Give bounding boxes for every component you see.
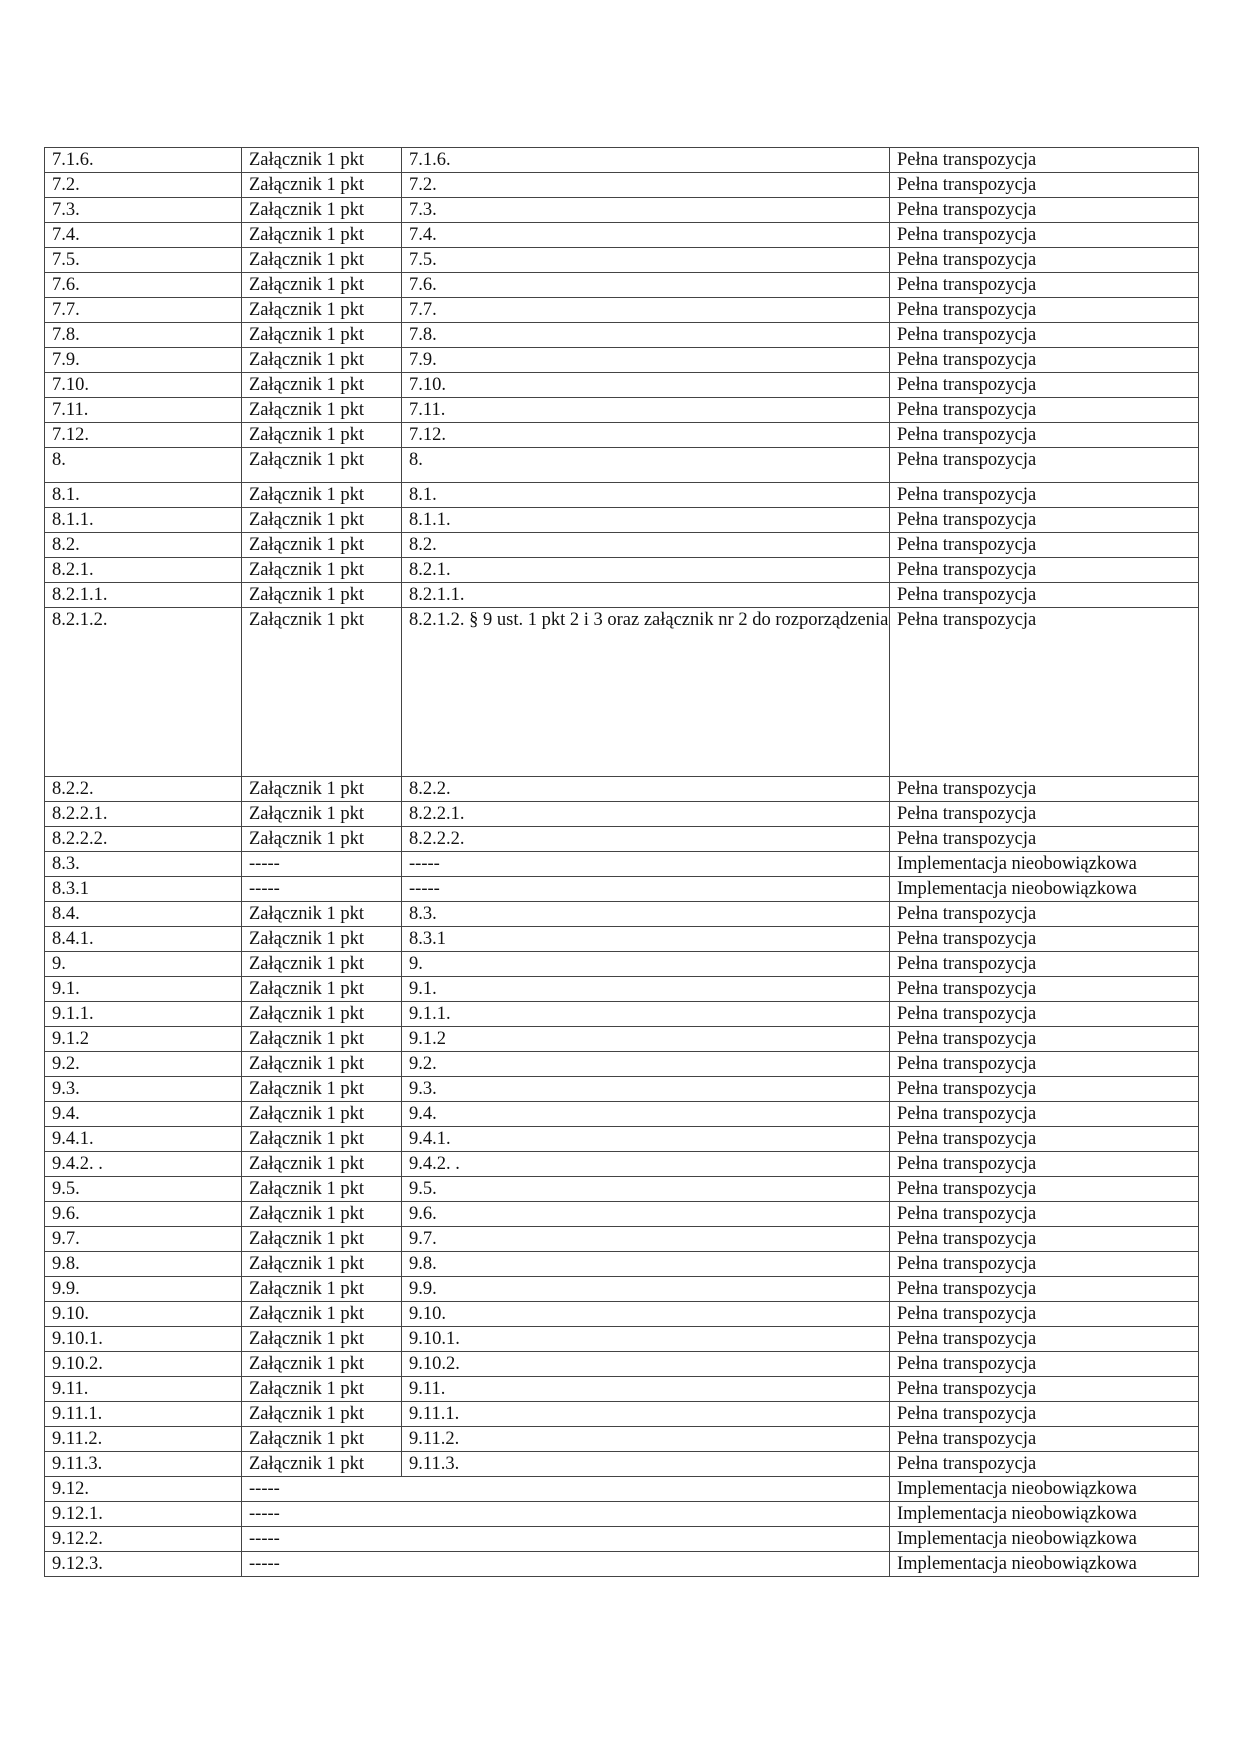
table-row xyxy=(45,323,1199,348)
national-ref-cell: 7.8. xyxy=(402,323,890,348)
annex-cell: Załącznik 1 pkt xyxy=(242,1102,402,1127)
table-row xyxy=(45,223,1199,248)
national-ref-cell: 9.10.1. xyxy=(402,1327,890,1352)
national-ref-cell: 8.2.2.2. xyxy=(402,827,890,852)
status-cell: Pełna transpozycja xyxy=(890,508,1199,533)
table-row xyxy=(45,1252,1199,1277)
table-row xyxy=(45,398,1199,423)
table-row xyxy=(45,952,1199,977)
national-ref-cell: 9.1.2 xyxy=(402,1027,890,1052)
national-ref-cell: 8.2. xyxy=(402,533,890,558)
status-cell: Pełna transpozycja xyxy=(890,198,1199,223)
status-cell: Pełna transpozycja xyxy=(890,373,1199,398)
status-cell: Implementacja nieobowiązkowa xyxy=(890,1502,1199,1527)
table-row xyxy=(45,583,1199,608)
table-row xyxy=(45,852,1199,877)
table-row xyxy=(45,248,1199,273)
table-row xyxy=(45,1302,1199,1327)
national-ref-cell: 9.1. xyxy=(402,977,890,1002)
status-cell: Pełna transpozycja xyxy=(890,777,1199,802)
status-cell: Pełna transpozycja xyxy=(890,1127,1199,1152)
national-ref-cell: 9.6. xyxy=(402,1202,890,1227)
annex-cell: Załącznik 1 pkt xyxy=(242,977,402,1002)
directive-ref-cell: 8.2.1. xyxy=(45,558,242,583)
directive-ref-cell: 9.1.2 xyxy=(45,1027,242,1052)
directive-ref-cell: 9.11. xyxy=(45,1377,242,1402)
directive-ref-cell: 9.11.1. xyxy=(45,1402,242,1427)
directive-ref-cell: 7.11. xyxy=(45,398,242,423)
national-ref-cell: ----- xyxy=(402,877,890,902)
directive-ref-cell: 7.6. xyxy=(45,273,242,298)
national-ref-cell: 7.3. xyxy=(402,198,890,223)
table-row-long xyxy=(45,608,1199,777)
merged-ref-cell: ----- xyxy=(242,1527,890,1552)
directive-ref-cell: 7.2. xyxy=(45,173,242,198)
directive-ref-cell: 9. xyxy=(45,952,242,977)
national-ref-cell: 9.3. xyxy=(402,1077,890,1102)
national-ref-cell: 9.11.1. xyxy=(402,1402,890,1427)
table-row xyxy=(45,1202,1199,1227)
directive-ref-cell: 8.2.1.2. xyxy=(45,608,242,777)
annex-cell: Załącznik 1 pkt xyxy=(242,1252,402,1277)
status-cell: Pełna transpozycja xyxy=(890,448,1199,483)
annex-cell: Załącznik 1 pkt xyxy=(242,348,402,373)
national-ref-cell: 8.2.1.1. xyxy=(402,583,890,608)
national-ref-cell: 9.7. xyxy=(402,1227,890,1252)
table-row xyxy=(45,448,1199,483)
national-ref-cell-long xyxy=(402,608,890,777)
annex-cell: Załącznik 1 pkt xyxy=(242,508,402,533)
annex-cell: ----- xyxy=(242,852,402,877)
annex-cell: Załącznik 1 pkt xyxy=(242,148,402,173)
table-row xyxy=(45,1427,1199,1452)
directive-ref-cell: 9.11.2. xyxy=(45,1427,242,1452)
national-ref-cell: 9.5. xyxy=(402,1177,890,1202)
status-cell: Pełna transpozycja xyxy=(890,173,1199,198)
national-ref-cell: 9.11.2. xyxy=(402,1427,890,1452)
status-cell: Pełna transpozycja xyxy=(890,273,1199,298)
table-row xyxy=(45,1327,1199,1352)
table-row xyxy=(45,1127,1199,1152)
directive-ref-cell: 9.7. xyxy=(45,1227,242,1252)
national-ref-cell: 9.9. xyxy=(402,1277,890,1302)
directive-ref-cell: 8.1. xyxy=(45,483,242,508)
directive-ref-cell: 8.3.1 xyxy=(45,877,242,902)
status-cell: Pełna transpozycja xyxy=(890,1202,1199,1227)
table-row xyxy=(45,1352,1199,1377)
national-ref-cell: 8.3.1 xyxy=(402,927,890,952)
annex-cell: Załącznik 1 pkt xyxy=(242,1077,402,1102)
national-ref-cell: 8.3. xyxy=(402,902,890,927)
table-row xyxy=(45,902,1199,927)
merged-ref-cell: ----- xyxy=(242,1502,890,1527)
annex-cell: Załącznik 1 pkt xyxy=(242,198,402,223)
table-row xyxy=(45,1052,1199,1077)
annex-cell: Załącznik 1 pkt xyxy=(242,902,402,927)
directive-ref-cell: 9.3. xyxy=(45,1077,242,1102)
annex-cell: Załącznik 1 pkt xyxy=(242,1177,402,1202)
table-row xyxy=(45,508,1199,533)
national-ref-cell: 9.11.3. xyxy=(402,1452,890,1477)
national-ref-cell: 8. xyxy=(402,448,890,483)
national-ref-cell: 9.4.1. xyxy=(402,1127,890,1152)
status-cell: Pełna transpozycja xyxy=(890,1352,1199,1377)
directive-ref-cell: 8.4. xyxy=(45,902,242,927)
status-cell: Pełna transpozycja xyxy=(890,802,1199,827)
table-row xyxy=(45,977,1199,1002)
status-cell: Pełna transpozycja xyxy=(890,1302,1199,1327)
annex-cell: Załącznik 1 pkt xyxy=(242,323,402,348)
status-cell: Pełna transpozycja xyxy=(890,1402,1199,1427)
national-ref-cell: 9.10.2. xyxy=(402,1352,890,1377)
status-cell: Pełna transpozycja xyxy=(890,1327,1199,1352)
merged-ref-cell: ----- xyxy=(242,1552,890,1577)
annex-cell: Załącznik 1 pkt xyxy=(242,173,402,198)
table-row xyxy=(45,1452,1199,1477)
table-row xyxy=(45,148,1199,173)
national-ref-cell: 7.1.6. xyxy=(402,148,890,173)
table-row xyxy=(45,1277,1199,1302)
annex-cell: Załącznik 1 pkt xyxy=(242,223,402,248)
annex-cell: Załącznik 1 pkt xyxy=(242,483,402,508)
table-row xyxy=(45,1002,1199,1027)
status-cell: Pełna transpozycja xyxy=(890,927,1199,952)
status-cell: Pełna transpozycja xyxy=(890,977,1199,1002)
status-cell: Pełna transpozycja xyxy=(890,1427,1199,1452)
annex-cell: Załącznik 1 pkt xyxy=(242,1427,402,1452)
table-row xyxy=(45,348,1199,373)
table-row xyxy=(45,927,1199,952)
table-row xyxy=(45,173,1199,198)
table-row xyxy=(45,483,1199,508)
directive-ref-cell: 8.4.1. xyxy=(45,927,242,952)
national-ref-cell: 9.2. xyxy=(402,1052,890,1077)
national-ref-cell: 9. xyxy=(402,952,890,977)
annex-cell: Załącznik 1 pkt xyxy=(242,248,402,273)
annex-cell: Załącznik 1 pkt xyxy=(242,298,402,323)
national-ref-cell: 9.1.1. xyxy=(402,1002,890,1027)
annex-cell: Załącznik 1 pkt xyxy=(242,398,402,423)
national-ref-cell: 9.4. xyxy=(402,1102,890,1127)
table-row xyxy=(45,298,1199,323)
status-cell: Pełna transpozycja xyxy=(890,423,1199,448)
table-row xyxy=(45,1227,1199,1252)
national-ref-cell: 7.7. xyxy=(402,298,890,323)
directive-ref-cell: 9.8. xyxy=(45,1252,242,1277)
status-cell: Pełna transpozycja xyxy=(890,902,1199,927)
status-cell: Pełna transpozycja xyxy=(890,1252,1199,1277)
status-cell: Pełna transpozycja xyxy=(890,298,1199,323)
national-ref-cell: 7.10. xyxy=(402,373,890,398)
table-row xyxy=(45,373,1199,398)
table-row xyxy=(45,273,1199,298)
status-cell: Pełna transpozycja xyxy=(890,223,1199,248)
directive-ref-cell: 7.8. xyxy=(45,323,242,348)
directive-ref-cell: 8. xyxy=(45,448,242,483)
status-cell: Pełna transpozycja xyxy=(890,1227,1199,1252)
status-cell: Pełna transpozycja xyxy=(890,398,1199,423)
annex-cell: Załącznik 1 pkt xyxy=(242,1127,402,1152)
national-ref-cell: 7.2. xyxy=(402,173,890,198)
status-cell: Pełna transpozycja xyxy=(890,1177,1199,1202)
national-ref-cell: 8.2.1. xyxy=(402,558,890,583)
status-cell: Pełna transpozycja xyxy=(890,348,1199,373)
table-row xyxy=(45,198,1199,223)
status-cell: Implementacja nieobowiązkowa xyxy=(890,1477,1199,1502)
status-cell: Implementacja nieobowiązkowa xyxy=(890,1552,1199,1577)
annex-cell: Załącznik 1 pkt xyxy=(242,1052,402,1077)
directive-ref-cell: 9.1. xyxy=(45,977,242,1002)
status-cell: Pełna transpozycja xyxy=(890,148,1199,173)
status-cell: Pełna transpozycja xyxy=(890,1452,1199,1477)
table-row xyxy=(45,877,1199,902)
table-row xyxy=(45,1177,1199,1202)
status-cell: Pełna transpozycja xyxy=(890,533,1199,558)
annex-cell: Załącznik 1 pkt xyxy=(242,1327,402,1352)
merged-ref-cell: ----- xyxy=(242,1477,890,1502)
table-row xyxy=(45,1552,1199,1577)
annex-cell: Załącznik 1 pkt xyxy=(242,952,402,977)
status-cell: Pełna transpozycja xyxy=(890,558,1199,583)
status-cell: Pełna transpozycja xyxy=(890,1027,1199,1052)
status-cell: Implementacja nieobowiązkowa xyxy=(890,852,1199,877)
annex-cell: Załącznik 1 pkt xyxy=(242,1027,402,1052)
national-ref-cell: 8.2.2. xyxy=(402,777,890,802)
status-cell: Pełna transpozycja xyxy=(890,827,1199,852)
annex-cell: Załącznik 1 pkt xyxy=(242,1377,402,1402)
directive-ref-cell: 9.12.1. xyxy=(45,1502,242,1527)
annex-cell: Załącznik 1 pkt xyxy=(242,1202,402,1227)
directive-ref-cell: 7.7. xyxy=(45,298,242,323)
annex-cell: Załącznik 1 pkt xyxy=(242,1277,402,1302)
directive-ref-cell: 8.2.1.1. xyxy=(45,583,242,608)
directive-ref-cell: 9.10.1. xyxy=(45,1327,242,1352)
directive-ref-cell: 9.9. xyxy=(45,1277,242,1302)
annex-cell: Załącznik 1 pkt xyxy=(242,802,402,827)
annex-cell: Załącznik 1 pkt xyxy=(242,1402,402,1427)
status-cell: Pełna transpozycja xyxy=(890,1102,1199,1127)
directive-ref-cell: 9.12.2. xyxy=(45,1527,242,1552)
table-row xyxy=(45,777,1199,802)
status-cell: Pełna transpozycja xyxy=(890,1377,1199,1402)
directive-ref-cell: 8.2.2.2. xyxy=(45,827,242,852)
directive-ref-cell: 7.5. xyxy=(45,248,242,273)
directive-ref-cell: 8.1.1. xyxy=(45,508,242,533)
annex-cell: Załącznik 1 pkt xyxy=(242,273,402,298)
directive-ref-cell: 7.1.6. xyxy=(45,148,242,173)
annex-cell: Załącznik 1 pkt xyxy=(242,448,402,483)
status-cell: Pełna transpozycja xyxy=(890,583,1199,608)
annex-cell: Załącznik 1 pkt xyxy=(242,827,402,852)
annex-cell: Załącznik 1 pkt xyxy=(242,777,402,802)
table-row xyxy=(45,1152,1199,1177)
national-ref-cell: 7.6. xyxy=(402,273,890,298)
status-cell: Pełna transpozycja xyxy=(890,1277,1199,1302)
table-row xyxy=(45,1102,1199,1127)
annex-cell: Załącznik 1 pkt xyxy=(242,533,402,558)
annex-cell: Załącznik 1 pkt xyxy=(242,927,402,952)
status-cell: Pełna transpozycja xyxy=(890,1077,1199,1102)
annex-cell: Załącznik 1 pkt xyxy=(242,373,402,398)
table-row xyxy=(45,1077,1199,1102)
status-cell: Pełna transpozycja xyxy=(890,608,1199,777)
table-row xyxy=(45,827,1199,852)
directive-ref-cell: 9.1.1. xyxy=(45,1002,242,1027)
directive-ref-cell: 8.2.2. xyxy=(45,777,242,802)
regulation-reference: 8.2.1.2. § 9 ust. 1 pkt 2 i 3 oraz załącznik nr 2 do rozporządzenia xyxy=(409,610,889,630)
directive-ref-cell: 9.10.2. xyxy=(45,1352,242,1377)
correlation-table xyxy=(44,147,1199,1577)
status-cell: Implementacja nieobowiązkowa xyxy=(890,1527,1199,1552)
directive-ref-cell: 8.3. xyxy=(45,852,242,877)
directive-ref-cell: 9.11.3. xyxy=(45,1452,242,1477)
directive-ref-cell: 9.5. xyxy=(45,1177,242,1202)
directive-ref-cell: 9.10. xyxy=(45,1302,242,1327)
national-ref-cell: 9.11. xyxy=(402,1377,890,1402)
table-row xyxy=(45,558,1199,583)
directive-ref-cell: 9.2. xyxy=(45,1052,242,1077)
directive-ref-cell: 7.12. xyxy=(45,423,242,448)
directive-ref-cell: 7.10. xyxy=(45,373,242,398)
annex-cell: Załącznik 1 pkt xyxy=(242,1227,402,1252)
directive-ref-cell: 7.3. xyxy=(45,198,242,223)
national-ref-cell: 8.1. xyxy=(402,483,890,508)
table-row xyxy=(45,1502,1199,1527)
status-cell: Pełna transpozycja xyxy=(890,1002,1199,1027)
table-row xyxy=(45,533,1199,558)
directive-ref-cell: 7.4. xyxy=(45,223,242,248)
national-ref-cell: 9.8. xyxy=(402,1252,890,1277)
national-ref-cell: 7.12. xyxy=(402,423,890,448)
directive-ref-cell: 9.4.2. . xyxy=(45,1152,242,1177)
table-row xyxy=(45,1377,1199,1402)
status-cell: Pełna transpozycja xyxy=(890,952,1199,977)
directive-ref-cell: 9.6. xyxy=(45,1202,242,1227)
status-cell: Pełna transpozycja xyxy=(890,323,1199,348)
status-cell: Pełna transpozycja xyxy=(890,1052,1199,1077)
annex-cell: Załącznik 1 pkt xyxy=(242,1352,402,1377)
national-ref-cell: ----- xyxy=(402,852,890,877)
table-row xyxy=(45,1477,1199,1502)
national-ref-cell: 9.4.2. . xyxy=(402,1152,890,1177)
national-ref-cell: 8.2.2.1. xyxy=(402,802,890,827)
annex-cell: Załącznik 1 pkt xyxy=(242,1302,402,1327)
directive-ref-cell: 9.12.3. xyxy=(45,1552,242,1577)
national-ref-cell: 8.1.1. xyxy=(402,508,890,533)
directive-ref-cell: 9.4.1. xyxy=(45,1127,242,1152)
national-ref-cell: 7.5. xyxy=(402,248,890,273)
directive-ref-cell: 8.2. xyxy=(45,533,242,558)
directive-ref-cell: 9.4. xyxy=(45,1102,242,1127)
national-ref-cell: 9.10. xyxy=(402,1302,890,1327)
status-cell: Pełna transpozycja xyxy=(890,1152,1199,1177)
directive-ref-cell: 8.2.2.1. xyxy=(45,802,242,827)
annex-cell: Załącznik 1 pkt xyxy=(242,608,402,777)
annex-cell: Załącznik 1 pkt xyxy=(242,423,402,448)
annex-cell: Załącznik 1 pkt xyxy=(242,583,402,608)
status-cell: Pełna transpozycja xyxy=(890,483,1199,508)
directive-ref-cell: 7.9. xyxy=(45,348,242,373)
annex-cell: Załącznik 1 pkt xyxy=(242,1452,402,1477)
table-row xyxy=(45,1527,1199,1552)
table-row xyxy=(45,1027,1199,1052)
annex-cell: Załącznik 1 pkt xyxy=(242,1002,402,1027)
status-cell: Pełna transpozycja xyxy=(890,248,1199,273)
annex-cell: ----- xyxy=(242,877,402,902)
table-row xyxy=(45,1402,1199,1427)
annex-cell: Załącznik 1 pkt xyxy=(242,558,402,583)
table-row xyxy=(45,423,1199,448)
annex-cell: Załącznik 1 pkt xyxy=(242,1152,402,1177)
national-ref-cell: 7.4. xyxy=(402,223,890,248)
table-row xyxy=(45,802,1199,827)
national-ref-cell: 7.9. xyxy=(402,348,890,373)
directive-ref-cell: 9.12. xyxy=(45,1477,242,1502)
status-cell: Implementacja nieobowiązkowa xyxy=(890,877,1199,902)
national-ref-cell: 7.11. xyxy=(402,398,890,423)
